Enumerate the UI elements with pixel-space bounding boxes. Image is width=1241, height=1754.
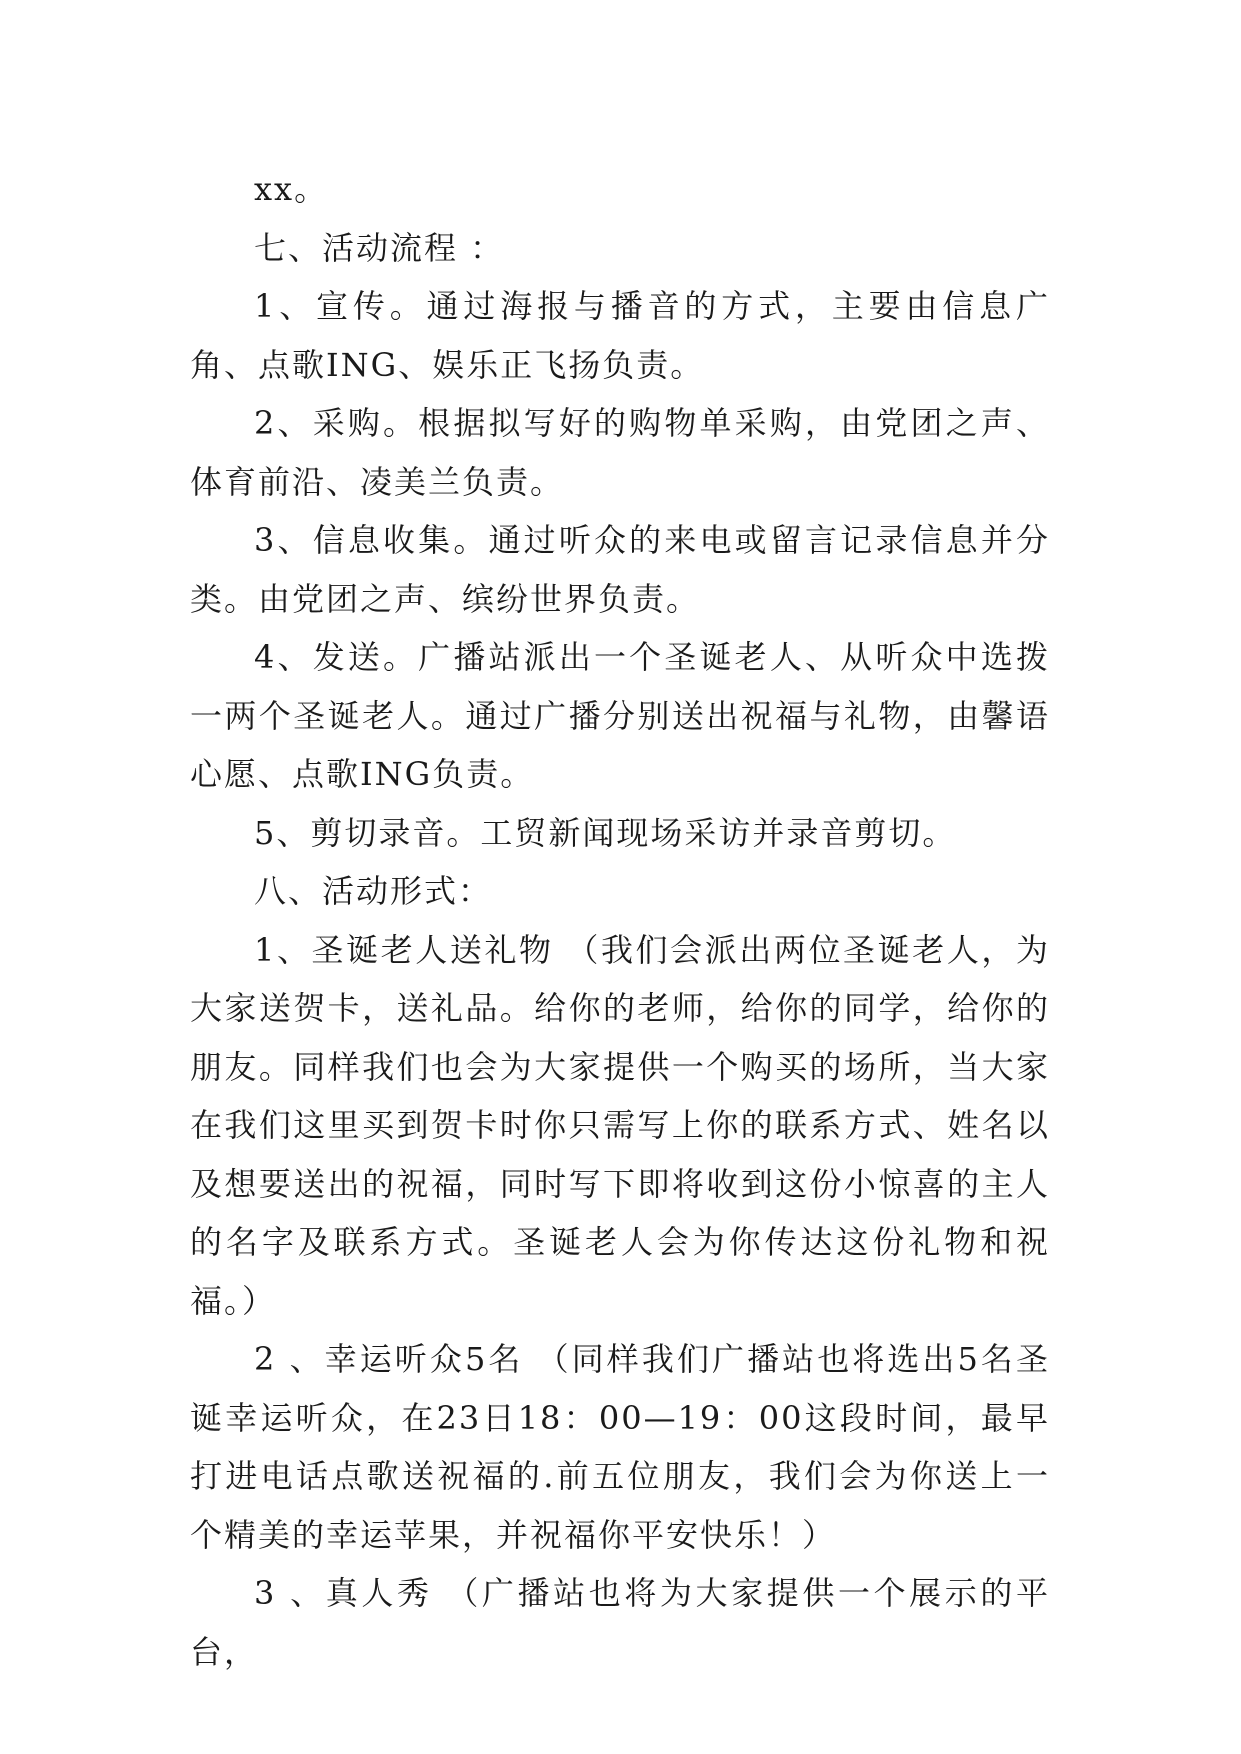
paragraph-1: xx。 [254, 170, 329, 208]
paragraph-form-2: 2 、幸运听众5名 （同样我们广播站也将选出5名圣诞幸运听众，在23日18：00—19：00这段时间，最早打进电话点歌送祝福的.前五位朋友，我们会为你送上一个精美的幸运苹果，并祝福你平安快乐！） [190, 1340, 1050, 1554]
paragraph-step-1: 1、宣传。通过海报与播音的方式，主要由信息广角、点歌ING、娱乐正飞扬负责。 [190, 287, 1050, 384]
paragraph-form-1: 1、圣诞老人送礼物 （我们会派出两位圣诞老人，为大家送贺卡，送礼品。给你的老师，给你的同学，给你的朋友。同样我们也会为大家提供一个购买的场所，当大家在我们这里买到贺卡时你只需写上你的联系方式、姓名以及想要送出的祝福，同时写下即将收到这份小惊喜的主人的名字及联系方式。圣诞老人会为你传达这份礼物和祝福。） [190, 930, 1050, 1320]
document-body [190, 160, 1050, 1681]
section-heading-8: 八、活动形式： [254, 872, 493, 910]
paragraph-step-4: 4、发送。广播站派出一个圣诞老人、从听众中选拨一两个圣诞老人。通过广播分别送出祝福与礼物，由馨语心愿、点歌ING负责。 [190, 638, 1050, 793]
paragraph-step-2: 2、采购。根据拟写好的购物单采购，由党团之声、体育前沿、凌美兰负责。 [190, 404, 1050, 501]
paragraph-form-3: 3 、真人秀 （广播站也将为大家提供一个展示的平台， [190, 1574, 1050, 1671]
section-heading-7: 七、活动流程 ： [254, 228, 505, 267]
paragraph-step-3: 3、信息收集。通过听众的来电或留言记录信息并分类。由党团之声、缤纷世界负责。 [190, 521, 1050, 618]
paragraph-step-5: 5、剪切录音。工贸新闻现场采访并录音剪切。 [254, 813, 957, 852]
